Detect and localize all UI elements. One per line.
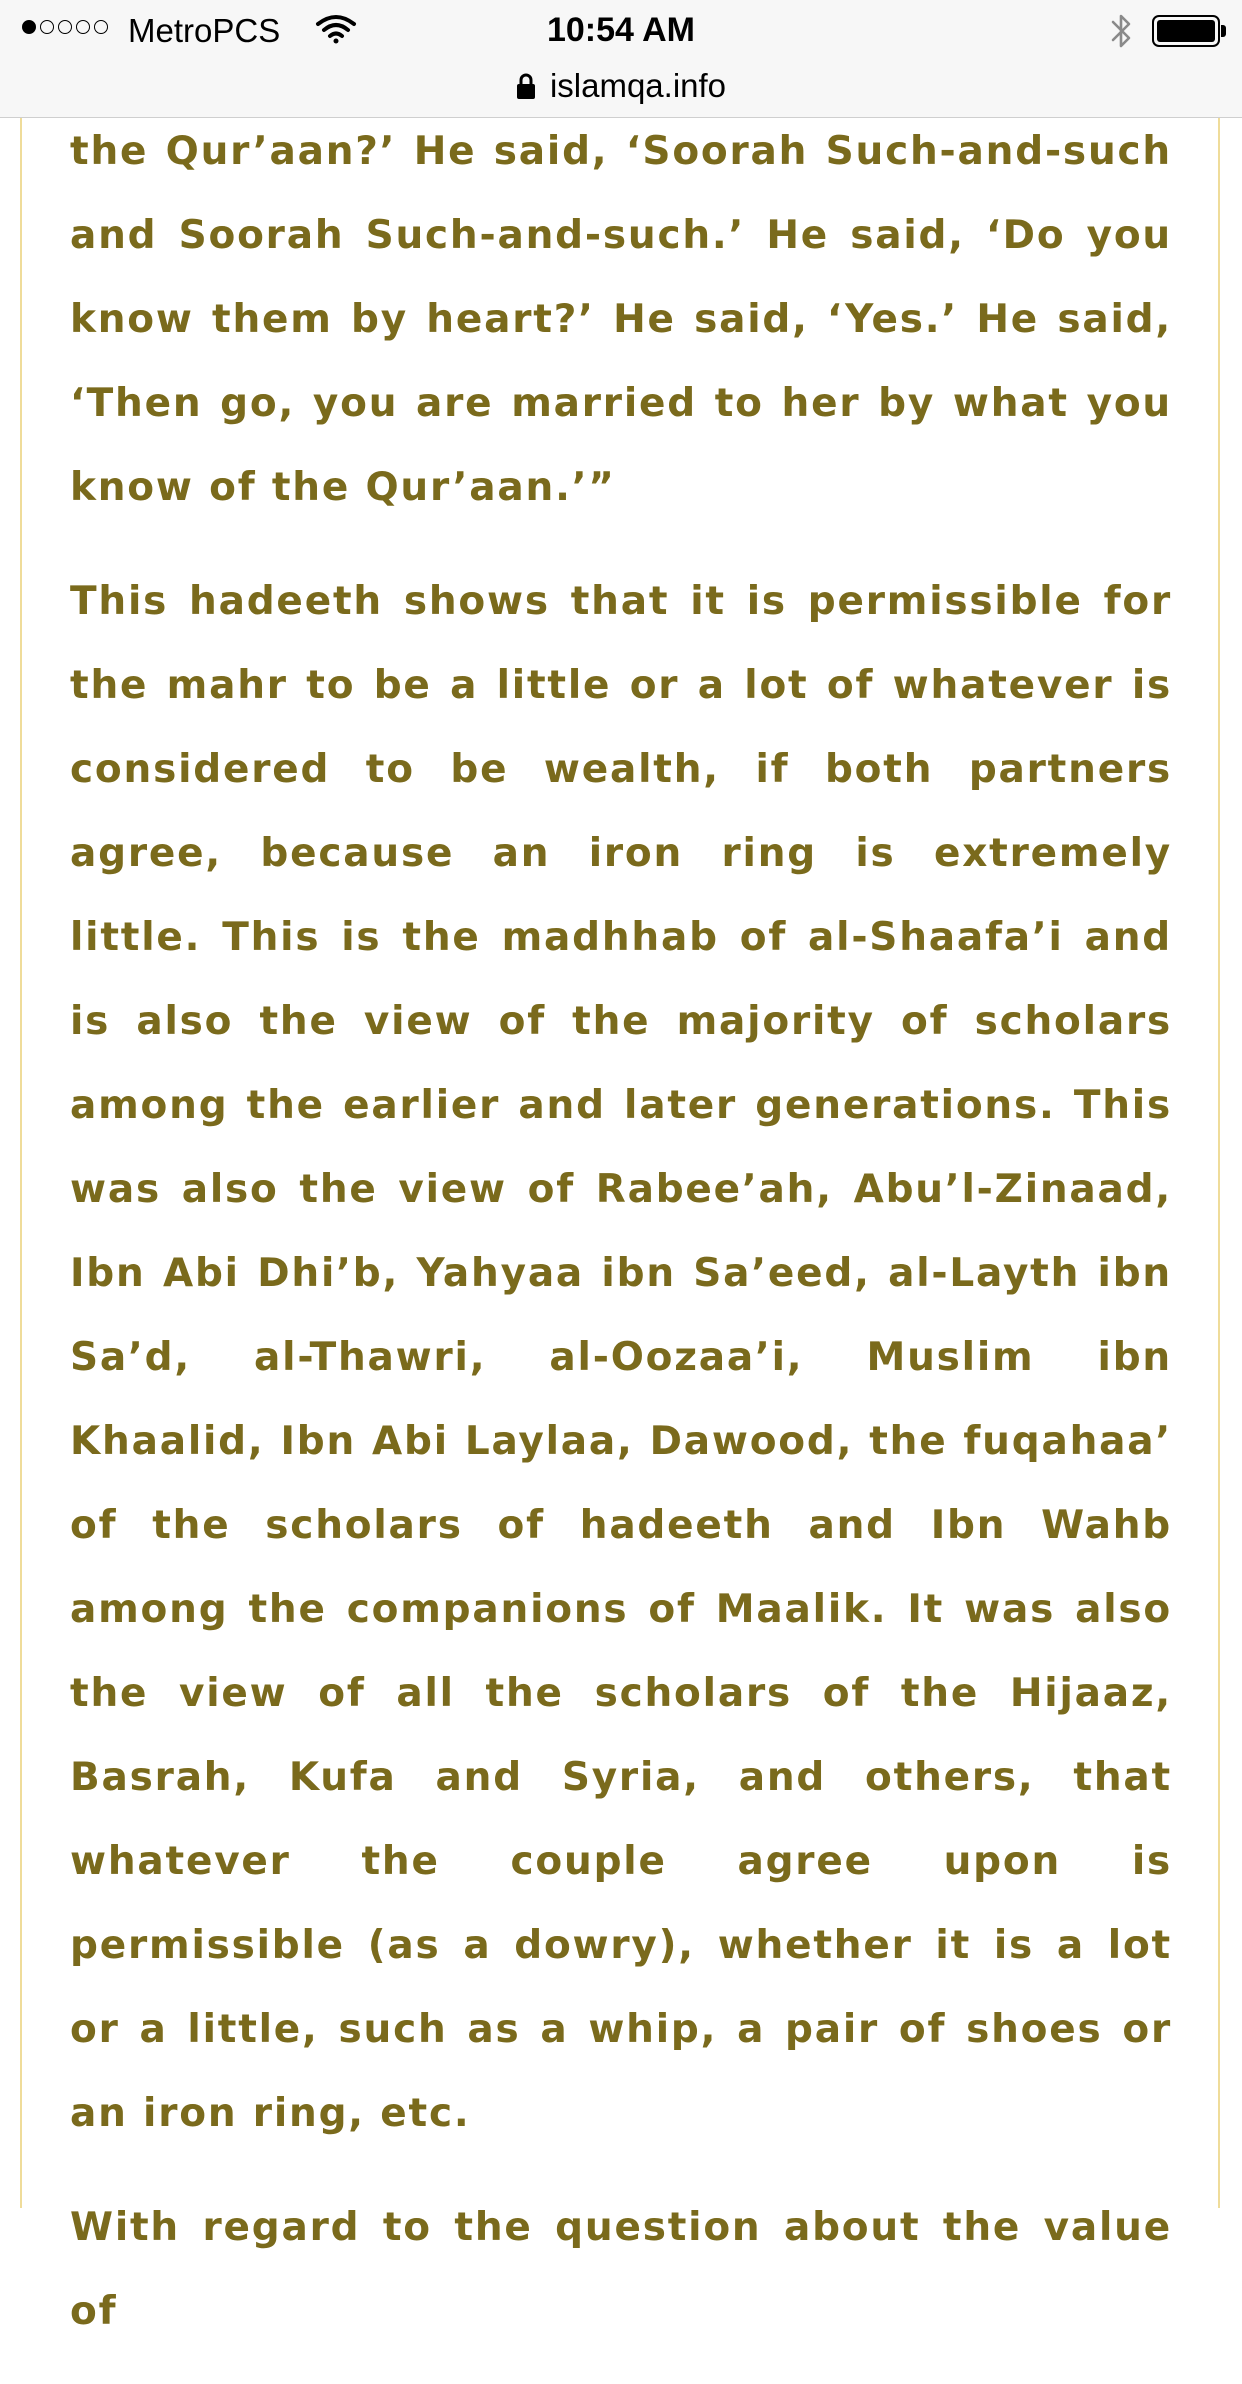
article-body xyxy=(70,110,1172,2384)
url-domain[interactable]: islamqa.info xyxy=(549,66,727,104)
article-container xyxy=(20,118,1220,2334)
article-paragraph: This hadeeth shows that it is permissible for the mahr to be a little or a lot of whatever is considered to be wealth, if both partners agree, because an iron ring is extremely little. This is the madhhab of al-Shaafa’i and is also the view of the majority of scholars among the earlier and later generations. This was also the view of Rabee’ah, Abu’l-Zinaad, Ibn Abi Dhi’b, Yahyaa ibn Sa’eed, al-Layth ibn Sa’d, al-Thawri, al-Oozaa’i, Muslim ibn Khaalid, Ibn Abi Laylaa, Dawood, the fuqahaa’ of the scholars of hadeeth and Ibn Wahb among the companions of Maalik. It was also the view of all the scholars of the Hijaaz, Basrah, Kufa and Syria, and others, that whatever the couple agree upon is permissible (as a dowry), whether it is a lot or a little, such as a whip, a pair of shoes or an iron ring, etc. xyxy=(70,579,1172,2136)
clock: 10:54 AM xyxy=(546,11,696,49)
battery-level xyxy=(1157,20,1215,42)
status-bar xyxy=(0,0,1242,60)
bluetooth-icon xyxy=(1108,12,1134,50)
article-paragraph: the Qur’aan?’ He said, ‘Soorah Such-and-such and Soorah Such-and-such.’ He said, ‘Do you know them by heart?’ He said, ‘Yes.’ He said, ‘Then go, you are married to her by what you know of the Qur’aan.’” xyxy=(70,129,1172,510)
lock-icon xyxy=(516,72,536,100)
carrier-name: MetroPCS xyxy=(128,12,281,49)
battery-icon xyxy=(1152,15,1220,47)
address-display[interactable] xyxy=(516,67,726,105)
battery-tip xyxy=(1221,25,1226,37)
article-paragraph: With regard to the question about the value of xyxy=(70,2205,1172,2334)
